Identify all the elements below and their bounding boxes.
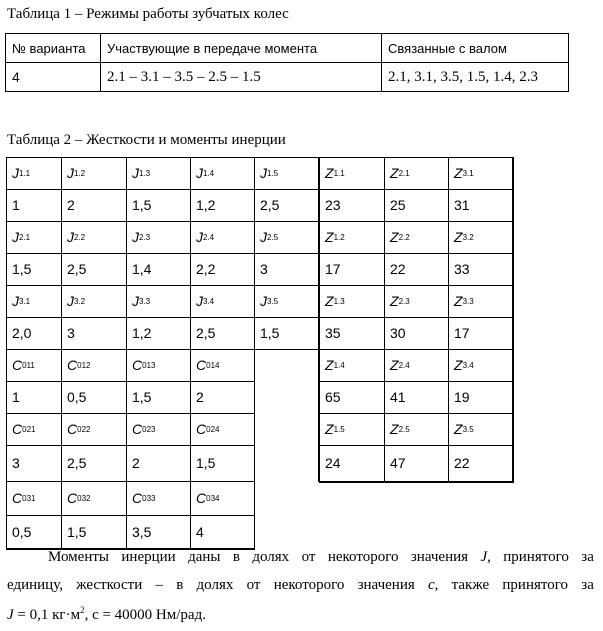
c-value-cell: 0,5 <box>67 389 87 405</box>
z-value-cell: 33 <box>454 261 470 277</box>
j-label-cell: J 3.2 <box>67 293 86 309</box>
c-label-cell: C 034 <box>196 490 220 506</box>
table1-header-shaft: Связанные с валом <box>382 34 569 63</box>
note-word: значения <box>410 549 469 565</box>
z-label-cell: Z 1.2 <box>325 229 345 245</box>
z-label-cell: Z 2.2 <box>390 229 410 245</box>
z-label-cell: Z 3.5 <box>454 421 474 437</box>
z-left-vline <box>318 157 320 482</box>
note-word: в <box>176 577 184 593</box>
table2-caption: Таблица 2 – Жесткости и моменты инерции <box>7 132 286 148</box>
note-line-1 <box>7 549 594 566</box>
j-label-cell: J 3.1 <box>12 293 31 309</box>
note-word: от <box>301 549 316 565</box>
z-value-cell: 25 <box>390 197 406 213</box>
z-label-cell: Z 1.3 <box>325 293 345 309</box>
c-value-cell: 1,5 <box>67 523 87 540</box>
j-value-cell: 1,5 <box>260 325 280 341</box>
c-grid-line <box>6 515 255 516</box>
note-word: в <box>232 549 240 565</box>
j-label-cell: J 2.1 <box>12 229 31 245</box>
c-label-cell: C 011 <box>12 357 35 373</box>
note-word: за <box>581 549 594 565</box>
z-grid-line <box>319 445 513 446</box>
j-grid-line <box>6 157 320 158</box>
c-value-cell: 2 <box>132 455 140 471</box>
j-grid-line <box>6 253 320 254</box>
c-value-cell: 1,5 <box>196 455 216 471</box>
note-word: – <box>155 577 163 593</box>
table1-header-row <box>6 34 569 63</box>
note-word: также <box>451 577 490 593</box>
j-value-cell: 2,0 <box>12 325 32 341</box>
note-word: некоторого <box>327 549 399 565</box>
z-value-cell: 30 <box>390 325 406 341</box>
c-grid-line <box>6 445 255 446</box>
j-label-cell: J 3.4 <box>196 293 215 309</box>
j-label-cell: J 1.5 <box>260 165 279 181</box>
z-label-cell: Z 2.3 <box>390 293 410 309</box>
j-value: J = 0,1 $кг\cdot м^2$ <box>7 605 85 623</box>
c-value-cell: 4 <box>196 523 204 540</box>
j-value-cell: 1,2 <box>196 197 216 213</box>
c-value-cell: 3 <box>12 455 20 471</box>
note-word: долях <box>196 577 234 593</box>
table1-header-variant: № варианта <box>6 34 101 63</box>
z-value-cell: 22 <box>454 455 470 471</box>
c-value-cell: 2,5 <box>67 455 87 471</box>
z-grid-line <box>319 189 513 190</box>
z-grid-line <box>319 413 513 414</box>
note-word: долях <box>252 549 290 565</box>
j-label-cell: J 2.4 <box>196 229 215 245</box>
c-value-cell: 1 <box>12 389 20 405</box>
j-value-cell: 1,5 <box>132 197 152 213</box>
c-grid-line <box>6 481 255 482</box>
c-label-cell: C 012 <box>67 357 91 373</box>
note-word: за <box>581 577 594 593</box>
j-value-cell: 3 <box>67 325 75 341</box>
c-label-cell: C 032 <box>67 490 91 506</box>
z-label-cell: Z 2.5 <box>390 421 410 437</box>
c-value-cell: 2 <box>196 389 204 405</box>
left-grid-vline <box>61 157 62 549</box>
table1-cell-moment: 2.1 – 3.1 – 3.5 – 2.5 – 1.5 <box>101 63 382 92</box>
c-label-cell: C 031 <box>12 490 36 506</box>
note-line-2 <box>7 577 594 594</box>
c-value-cell: 0,5 <box>12 523 32 540</box>
z-label-cell: Z 2.1 <box>390 165 410 181</box>
note-word: жесткости <box>76 577 143 593</box>
c-value-cell: 3,5 <box>132 523 152 540</box>
note-word: значения <box>357 577 415 593</box>
note-word: принятого <box>502 577 569 593</box>
j-value-cell: 2,5 <box>196 325 216 341</box>
c-label-cell: C 013 <box>132 357 156 373</box>
note-word: принятого <box>503 549 569 565</box>
z-label-cell: Z 1.5 <box>325 421 345 437</box>
table1 <box>5 33 569 92</box>
note-word: J, <box>480 549 491 565</box>
z-bottom-line <box>319 481 514 483</box>
z-grid-line <box>319 221 513 222</box>
z-value-cell: 23 <box>325 197 341 213</box>
note-word: единицу, <box>7 577 63 593</box>
j-value-cell: 1,5 <box>12 261 32 277</box>
j-value-cell: 1 <box>12 197 20 213</box>
c-label-cell: C 023 <box>132 421 156 437</box>
z-label-cell: Z 1.4 <box>325 357 345 373</box>
left-grid-vline <box>190 157 191 549</box>
z-value-cell: 65 <box>325 389 341 405</box>
note-line-3 <box>7 605 594 624</box>
j-label-cell: J 1.2 <box>67 165 86 181</box>
j-value-cell: 2 <box>67 197 75 213</box>
z-value-cell: 19 <box>454 389 470 405</box>
note-word: инерции <box>121 549 176 565</box>
c-grid-line <box>6 413 255 414</box>
z-grid-line <box>319 157 513 158</box>
c-value-cell: 1,5 <box>132 389 152 405</box>
j-label-cell: J 3.5 <box>260 293 279 309</box>
z-value-cell: 22 <box>390 261 406 277</box>
c-label-cell: C 024 <box>196 421 220 437</box>
j-label-cell: J 3.3 <box>132 293 151 309</box>
z-value-cell: 41 <box>390 389 406 405</box>
z-grid-line <box>319 381 513 382</box>
z-grid-vline <box>448 157 449 482</box>
z-label-cell: Z 1.1 <box>325 165 345 181</box>
note-word: некоторого <box>273 577 345 593</box>
z-grid-line <box>319 317 513 318</box>
c-grid-line <box>6 381 255 382</box>
note-word: от <box>246 577 261 593</box>
table1-cell-shaft: 2.1, 3.1, 3.5, 1.5, 1.4, 2.3 <box>382 63 569 92</box>
z-label-cell: Z 3.3 <box>454 293 474 309</box>
z-grid-line <box>319 349 513 350</box>
z-grid-vline <box>512 157 514 482</box>
j-grid-line <box>6 189 320 190</box>
j-label-cell: J 2.2 <box>67 229 86 245</box>
j-label-cell: J 1.4 <box>196 165 215 181</box>
j-label-cell: J 1.3 <box>132 165 151 181</box>
j-value-cell: 2,5 <box>67 261 87 277</box>
z-label-cell: Z 3.4 <box>454 357 474 373</box>
z-label-cell: Z 3.2 <box>454 229 474 245</box>
j-label-cell: J 1.1 <box>12 165 31 181</box>
c-label-cell: C 022 <box>67 421 91 437</box>
note-word: c, <box>428 577 439 593</box>
j-value-cell: 1,2 <box>132 325 152 341</box>
z-label-cell: Z 3.1 <box>454 165 474 181</box>
j-label-cell: J 2.5 <box>260 229 279 245</box>
left-grid-vline <box>254 157 255 549</box>
z-value-cell: 47 <box>390 455 406 471</box>
z-value-cell: 17 <box>454 325 470 341</box>
z-value-cell: 24 <box>325 455 341 471</box>
table1-row <box>6 63 569 92</box>
j-label-cell: J 2.3 <box>132 229 151 245</box>
table1-cell-variant: 4 <box>6 63 101 92</box>
j-grid-line <box>6 221 320 222</box>
unit-exponent: 2 <box>80 605 85 615</box>
note-word: даны <box>188 549 221 565</box>
j-value-cell: 1,4 <box>132 261 152 277</box>
left-grid-vline <box>126 157 127 549</box>
c-value: , c = 40000 Нм/рад. <box>84 607 206 623</box>
z-grid-line <box>319 253 513 254</box>
c-label-cell: C 033 <box>132 490 156 506</box>
j-value-cell: 2,2 <box>196 261 216 277</box>
j-grid-line <box>6 285 320 286</box>
c-label-cell: C 021 <box>12 421 36 437</box>
c-label-cell: C 014 <box>196 357 220 373</box>
j-value-cell: 3 <box>260 261 268 277</box>
j-value-cell: 2,5 <box>260 197 280 213</box>
table1-caption: Таблица 1 – Режимы работы зубчатых колес <box>7 6 289 22</box>
z-grid-line <box>319 285 513 286</box>
z-value-cell: 17 <box>325 261 341 277</box>
z-value-cell: 31 <box>454 197 470 213</box>
z-grid-vline <box>384 157 385 482</box>
note-word: Моменты <box>48 549 109 565</box>
c-grid-line <box>6 349 255 350</box>
j-grid-line <box>6 317 320 318</box>
z-value-cell: 35 <box>325 325 341 341</box>
left-grid-vline <box>6 157 7 549</box>
table1-header-moment: Участвующие в передаче момента <box>101 34 382 63</box>
z-label-cell: Z 2.4 <box>390 357 410 373</box>
